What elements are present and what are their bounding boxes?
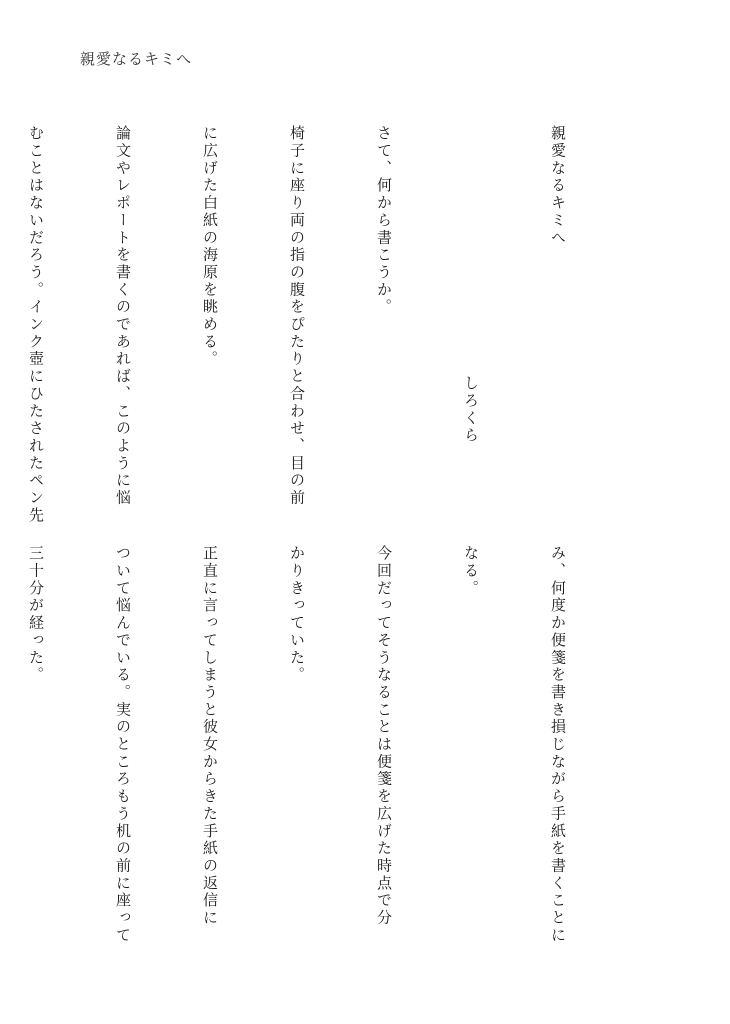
text-line: 椅子に座り両の指の腹をぴたりと合わせ、目の前 bbox=[288, 125, 306, 507]
story-title: 親愛なるキミへ bbox=[549, 125, 567, 247]
text-line: かりきっていた。 bbox=[288, 545, 306, 684]
author-byline: しろくら bbox=[462, 375, 480, 445]
text-line: に広げた白紙の海原を眺める。 bbox=[201, 125, 219, 368]
text-line: ついて悩んでいる。実のところもう机の前に座って bbox=[114, 545, 132, 945]
text-block-upper bbox=[0, 125, 630, 525]
text-block-lower bbox=[0, 545, 630, 945]
text-line: 正直に言ってしまうと彼女からきた手紙の返信に bbox=[201, 545, 219, 927]
running-header: 親愛なるキミへ bbox=[80, 50, 193, 68]
text-line: なる。 bbox=[462, 545, 480, 598]
text-line: 今回だってそうなることは便箋を広げた時点で分 bbox=[375, 545, 393, 927]
text-line: 論文やレポートを書くのであれば、このように悩 bbox=[114, 125, 132, 507]
text-line: 三十分が経った。 bbox=[27, 545, 45, 684]
text-line: さて、何から書こうか。 bbox=[375, 125, 393, 316]
text-line: むことはないだろう。インク壺にひたされたペン先 bbox=[27, 125, 45, 525]
text-line: み、何度か便箋を書き損じながら手紙を書くことに bbox=[549, 545, 567, 945]
